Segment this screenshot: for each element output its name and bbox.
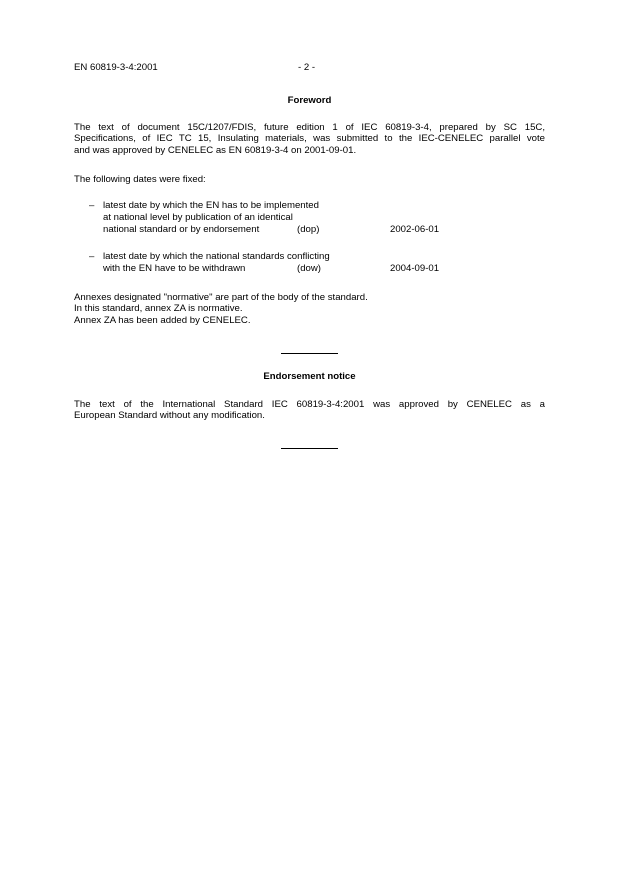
dates-intro: The following dates were fixed: — [74, 174, 206, 185]
document-id: EN 60819-3-4:2001 — [74, 62, 158, 73]
endorsement-line: The text of the International Standard IEC 60819-3-4:2001 was approved by CENELEC as a — [74, 399, 545, 410]
annex-line: Annexes designated "normative" are part of the body of the standard. — [74, 292, 368, 303]
dates-item-code: (dow) — [297, 263, 321, 274]
dates-item-line: latest date by which the EN has to be implemented — [103, 200, 319, 211]
endorsement-paragraph — [74, 399, 545, 422]
dates-item-code: (dop) — [297, 224, 320, 235]
dates-item-line: at national level by publication of an identical — [103, 212, 293, 223]
foreword-intro-line: Specifications, of IEC TC 15, Insulating materials, was submitted to the IEC-CENELEC parallel vote — [74, 133, 545, 145]
foreword-intro-line: The text of document 15C/1207/FDIS, future edition 1 of IEC 60819-3-4, prepared by SC 15C, — [74, 122, 545, 133]
endorsement-line: European Standard without any modification. — [74, 410, 265, 422]
list-dash: – — [89, 251, 95, 262]
foreword-heading: Foreword — [287, 95, 332, 106]
dates-item-line: latest date by which the national standards conflicting — [103, 251, 330, 262]
dates-item-line: with the EN have to be withdrawn — [103, 263, 246, 274]
section-separator — [281, 353, 338, 354]
annex-line: In this standard, annex ZA is normative. — [74, 303, 243, 315]
dates-item-date: 2004-09-01 — [390, 263, 440, 274]
closing-separator — [281, 448, 338, 449]
foreword-intro-line: and was approved by CENELEC as EN 60819-3-4 on 2001-09-01. — [74, 144, 357, 156]
dates-item-date: 2002-06-01 — [390, 224, 440, 235]
annex-paragraph — [74, 292, 545, 326]
list-dash: – — [89, 200, 95, 211]
page-number: - 2 - — [298, 62, 316, 73]
annex-line: Annex ZA has been added by CENELEC. — [74, 314, 251, 326]
foreword-intro-paragraph — [74, 122, 545, 156]
dates-item-line: national standard or by endorsement — [103, 224, 260, 235]
endorsement-heading: Endorsement notice — [263, 371, 356, 382]
